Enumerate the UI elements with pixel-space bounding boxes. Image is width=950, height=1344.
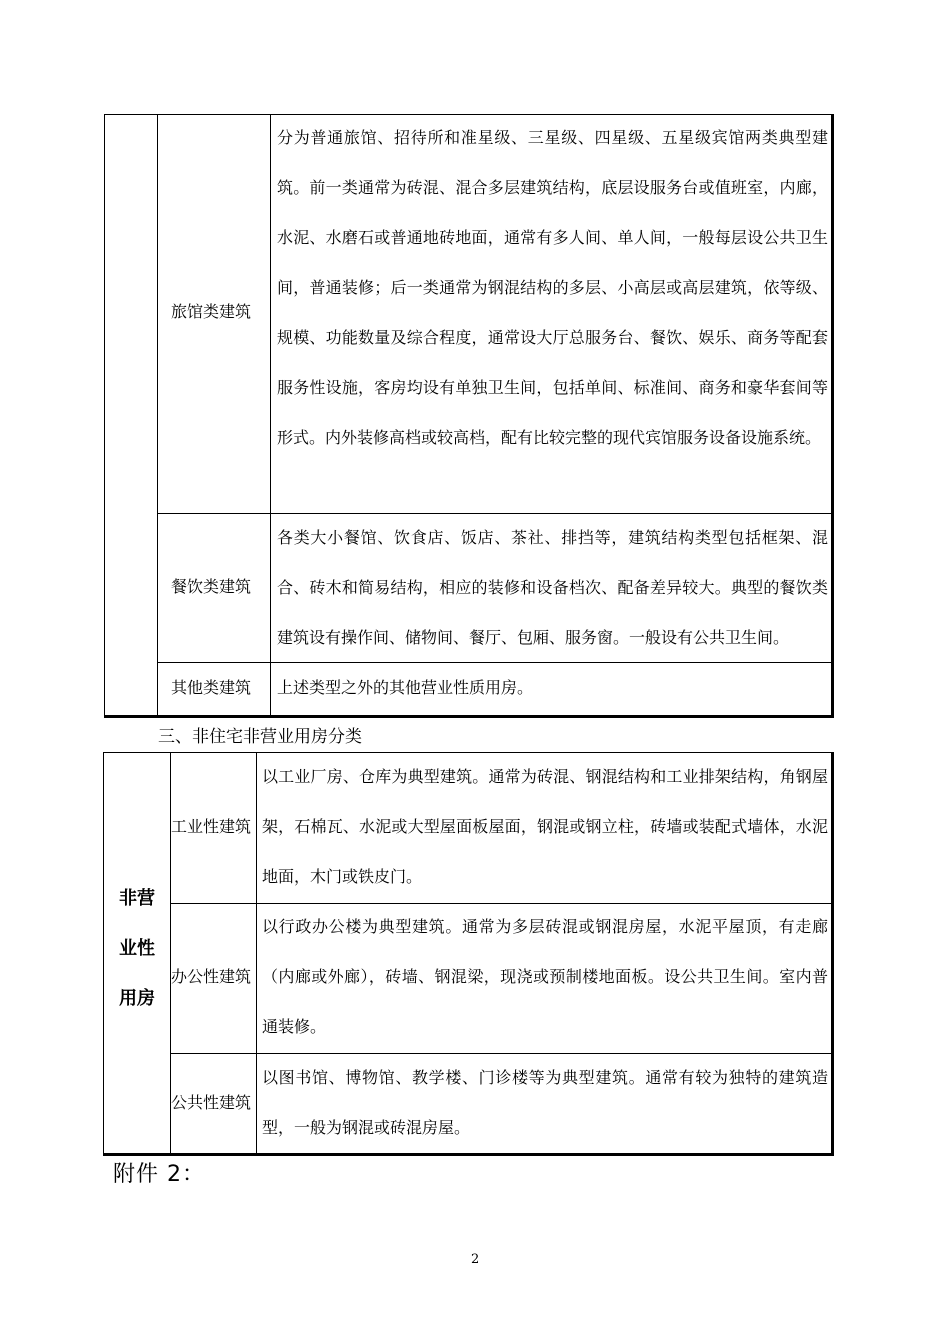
table1-row1-category: 旅馆类建筑	[171, 302, 252, 321]
table1-left-border	[104, 114, 105, 716]
table2-col-divider-2	[256, 752, 257, 1154]
group-label-line-2: 业性	[119, 938, 155, 959]
table2-bottom-shadow	[103, 1154, 834, 1156]
table1-row1-description: 分为普通旅馆、招待所和准星级、三星级、四星级、五星级宾馆两类典型建筑。前一类通常为砖混、混合多层建筑结构，底层设服务台或值班室，内廊，水泥、水磨石或普通地砖地面，通常有多人间、单人间，一般每层设公共卫生间，普通装修；后一类通常为钢混结构的多层、小高层或高层建筑，依等级、规模、功能数量及综合程度，通常设大厅总服务台、餐饮、娱乐、商务等配套服务性设施，客房均设有单独卫生间，包括单间、标准间、商务和豪华套间等形式。内外装修高档或较高档，配有比较完整的现代宾馆服务设备设施系统。	[277, 128, 828, 447]
table1-col-divider-1	[157, 114, 158, 716]
table1-row3-description: 上述类型之外的其他营业性质用房。	[277, 678, 534, 697]
table2-row3-category: 公共性建筑	[171, 1093, 252, 1112]
table2-row1-category: 工业性建筑	[171, 817, 252, 836]
annex-label: 附件 2：	[113, 1162, 205, 1187]
group-label-line-1: 非营	[119, 888, 155, 909]
table2-row1-description: 以工业厂房、仓库为典型建筑。通常为砖混、钢混结构和工业排架结构，角钢屋架，石棉瓦、水泥或大型屋面板屋面，钢混或钢立柱，砖墙或装配式墙体，水泥地面，木门或铁皮门。	[262, 767, 828, 886]
table2-row3-description: 以图书馆、博物馆、教学楼、门诊楼等为典型建筑。通常有较为独特的建筑造型，一般为钢混或砖混房屋。	[262, 1068, 828, 1137]
table1-bottom-shadow	[104, 716, 834, 718]
table1-row2-description: 各类大小餐馆、饮食店、饭店、茶社、排挡等，建筑结构类型包括框架、混合、砖木和简易结构，相应的装修和设备档次、配备差异较大。典型的餐饮类建筑设有操作间、储物间、餐厅、包厢、服务窗。一般设有公共卫生间。	[277, 528, 828, 647]
table2-right-shadow	[832, 752, 834, 1156]
table1-right-shadow	[832, 114, 834, 718]
table2-row2-description: 以行政办公楼为典型建筑。通常为多层砖混或钢混房屋，水泥平屋顶，有走廊（内廊或外廊），砖墙、钢混梁，现浇或预制楼地面板。设公共卫生间。室内普通装修。	[262, 917, 828, 1036]
page-number: 2	[471, 1252, 480, 1267]
table1-row3-category: 其他类建筑	[171, 678, 252, 697]
table2-row2-category: 办公性建筑	[171, 967, 252, 986]
table1-col-divider-2	[270, 114, 271, 716]
group-label-line-3: 用房	[119, 988, 155, 1009]
table1-row2-category: 餐饮类建筑	[171, 577, 252, 596]
group-label	[104, 874, 170, 1024]
section-title: 三、非住宅非营业用房分类	[158, 727, 362, 747]
